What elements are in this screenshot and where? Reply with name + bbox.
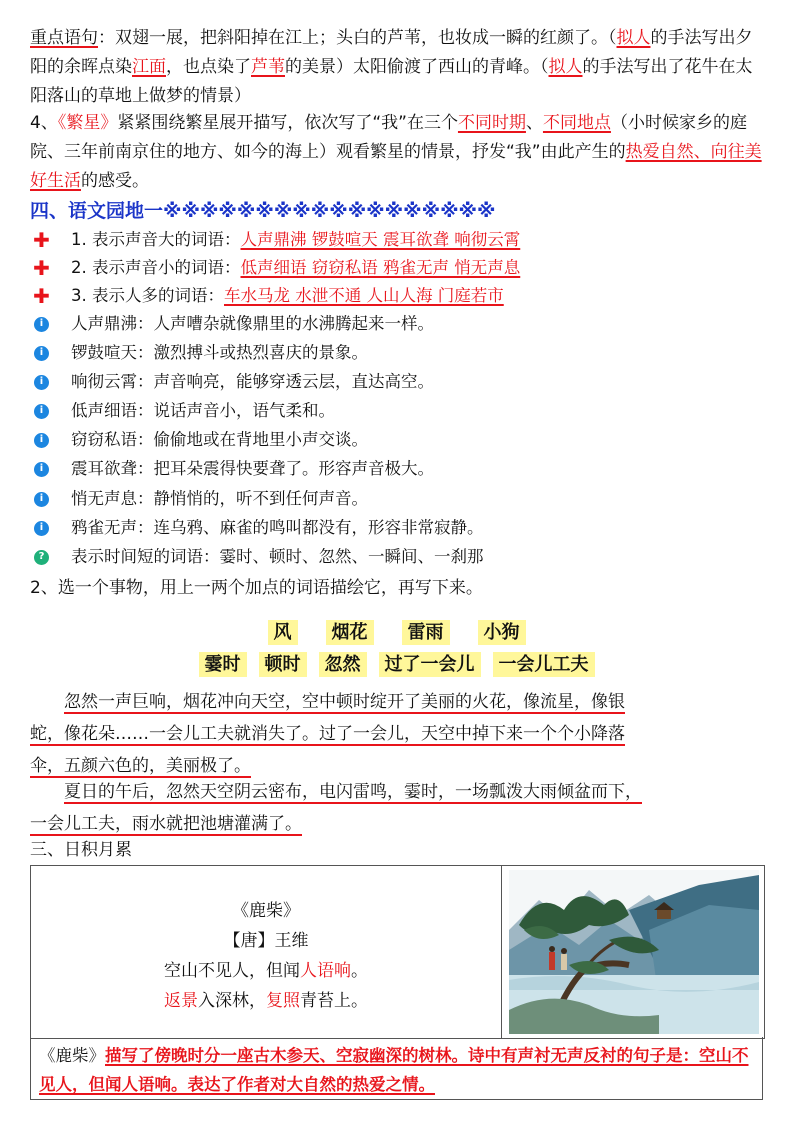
info-icon: i [34,521,49,536]
plus-icon: ✚ [33,284,50,308]
key-sentence-paragraph: 重点语句：双翅一展，把斜阳掉在江上；头白的芦苇，也妆成一瞬的红颜了。（拟人的手法写出夕阳的余晖点染江面，也点染了芦苇的美景）太阳偷渡了西山的青峰。（拟人的手法写出了花牛在太阳落山的草地上做梦的情景） [30,28,753,106]
word-group-loud: ✚ 1. 表示声音大的词语： 人声鼎沸 锣鼓喧天 震耳欲聋 响彻云霄 [33,228,521,252]
time-words-row: ? 表示时间短的词语：霎时、顿时、忽然、一瞬间、一刹那 [34,543,484,571]
definition-row: i 悄无声息 ：静悄悄的，听不到任何声音。 [34,485,368,513]
time-phrases: 霎时 顿时 忽然 过了一会儿 一会儿工夫 [0,650,793,680]
poem-divider [501,866,502,1038]
plus-icon: ✚ [33,256,50,280]
poem-line-1: 空山不见人，但闻人语响。 [164,961,368,981]
info-icon: i [34,433,49,448]
info-icon: i [34,375,49,390]
key-sentence-label: 重点语句 [30,28,98,48]
info-icon: i [34,492,49,507]
story-thunderstorm: 夏日的午后，忽然天空阴云密布，电闪雷鸣，霎时，一场瓢泼大雨倾盆而下， 一会儿工夫，雨水就把池塘灌满了。 [30,782,642,834]
info-icon: i [34,404,49,419]
definition-row: i 震耳欲聋 ：把耳朵震得快要聋了。形容声音极大。 [34,455,434,483]
info-icon: i [34,462,49,477]
poem-line-2: 返景入深林，复照青苔上。 [164,991,368,1011]
poem-author: 【唐】王维 [223,931,309,951]
plus-icon: ✚ [33,228,50,252]
word-group-quiet: ✚ 2. 表示声音小的词语： 低声细语 窃窃私语 鸦雀无声 悄无声息 [33,256,521,280]
definition-row: i 响彻云霄 ：声音响亮，能够穿透云层，直达高空。 [34,368,434,396]
poem-note: 《鹿柴》描写了傍晚时分一座古木参天、空寂幽深的树林。诗中有声衬无声反衬的句子是：空山不见人，但闻人语响。表达了作者对大自然的热爱之情。 [30,1037,763,1100]
task2-instruction: 2、选一个事物，用上一两个加点的词语描绘它，再写下来。 [30,578,483,598]
question-icon: ? [34,550,49,565]
poem-box [30,865,765,1039]
story-fireworks: 忽然一声巨响，烟花冲向天空，空中顿时绽开了美丽的火花，像流星，像银 蛇，像花朵……一会儿工夫就消失了。过了一会儿，天空中掉下来一个个小降落 伞，五颜六色的，美丽极了。 [30,692,625,776]
definition-row: i 锣鼓喧天 ：激烈搏斗或热烈喜庆的景象。 [34,339,368,367]
section3-heading: 三、日积月累 [30,840,132,860]
info-icon: i [34,346,49,361]
definition-row: i 窃窃私语 ：偷偷地或在背地里小声交谈。 [34,426,368,454]
info-icon: i [34,317,49,332]
landscape-painting-image [509,870,759,1034]
definition-row: i 鸦雀无声 ：连乌鸦、麻雀的鸣叫都没有，形容非常寂静。 [34,514,484,542]
subject-words: 风 烟花 雷雨 小狗 [0,618,793,648]
poem-title: 《鹿柴》 [232,901,300,921]
fanxing-paragraph: 4、《繁星》紧紧围绕繁星展开描写，依次写了“我”在三个不同时期、不同地点（小时候家乡的庭院、三年前南京住的地方、如今的海上）观看繁星的情景，抒发“我”由此产生的热爱自然、向往美好生活的感受。 [30,113,762,191]
definition-row: i 人声鼎沸 ：人声嘈杂就像鼎里的水沸腾起来一样。 [34,310,434,338]
section4-heading: 四、语文园地一※※※※※※※※※※※※※※※※※※ [30,200,496,222]
definition-row: i 低声细语 ：说话声音小，语气柔和。 [34,397,335,425]
word-group-crowd: ✚ 3. 表示人多的词语： 车水马龙 水泄不通 人山人海 门庭若市 [33,284,504,308]
